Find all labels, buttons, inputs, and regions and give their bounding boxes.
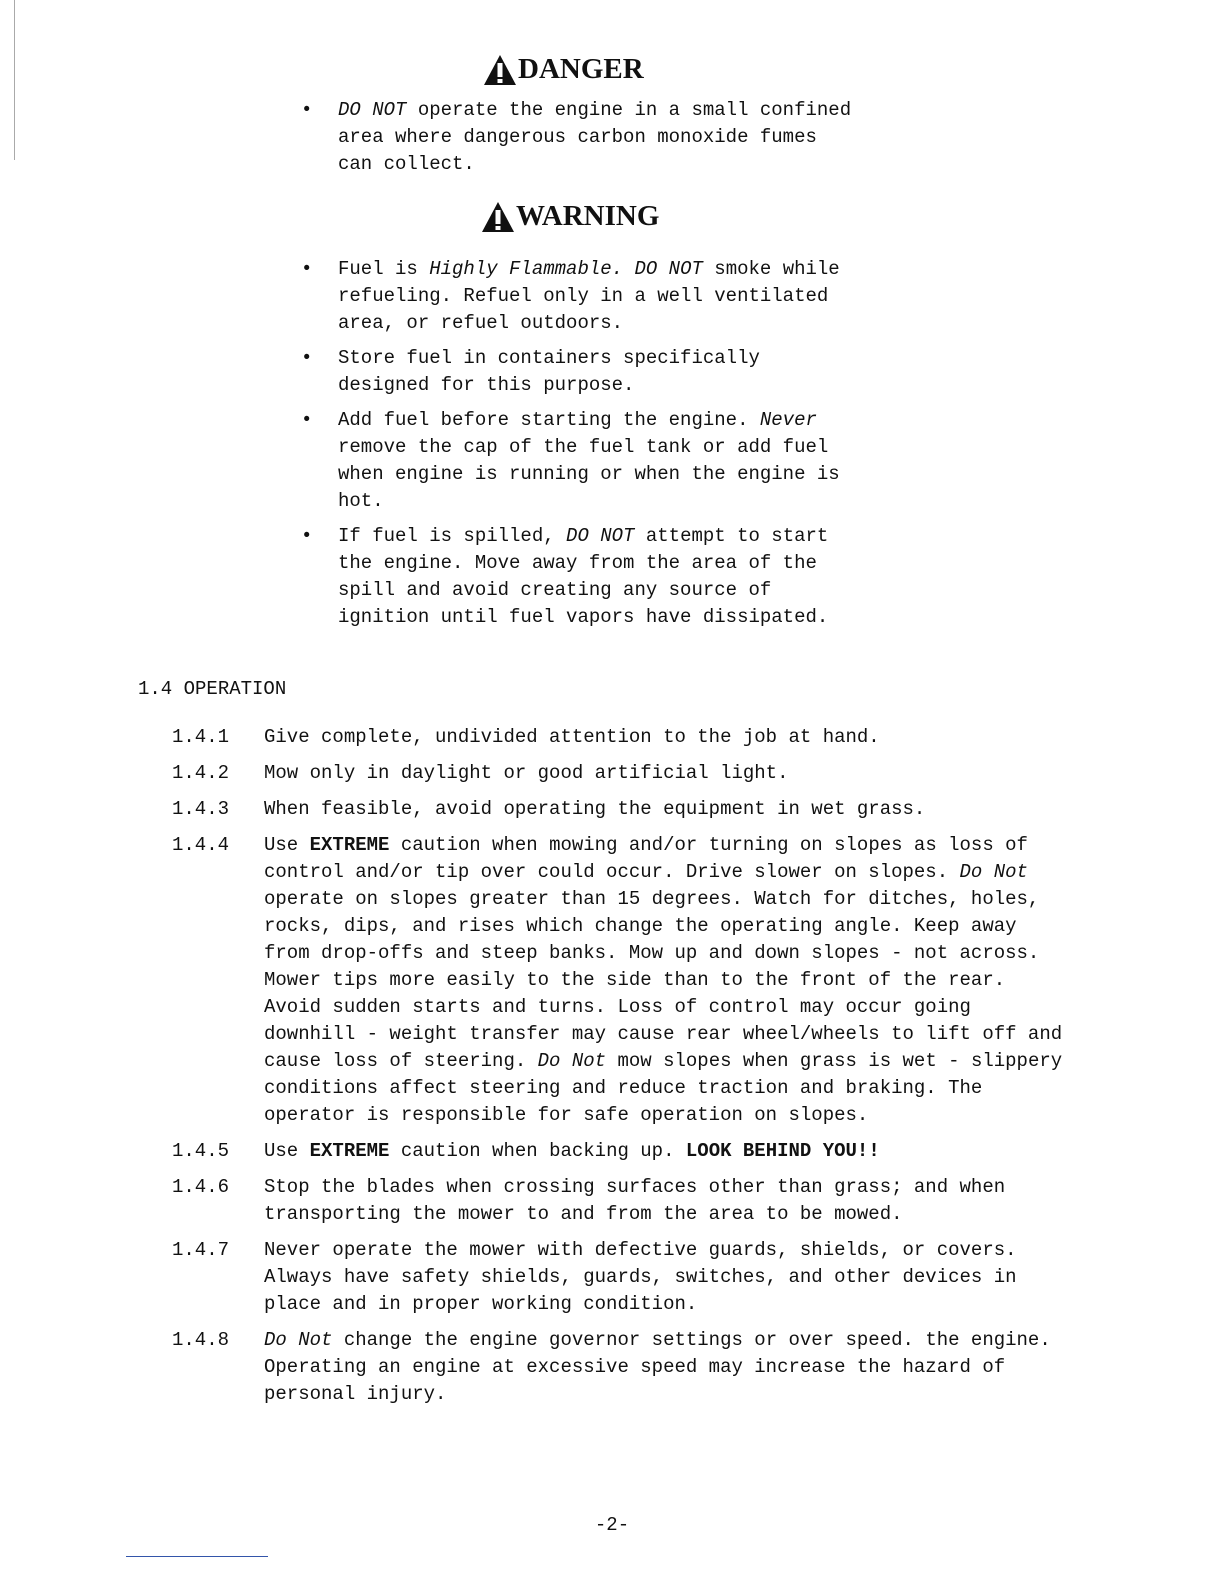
footer-rule [126, 1556, 268, 1557]
section-title: 1.4 OPERATION [138, 678, 287, 700]
list-item: 1.4.5 Use EXTREME caution when backing up. LOOK BEHIND YOU!! [172, 1140, 880, 1162]
warning-triangle-icon [481, 201, 515, 233]
warning-title: WARNING [516, 200, 660, 232]
operation-list [172, 724, 1072, 1417]
warning-heading [481, 200, 659, 233]
list-item: 1.4.2 Mow only in daylight or good artificial light. [172, 762, 789, 784]
danger-bullet: • DO NOT operate the engine in a small confined area where dangerous carbon monoxide fumes can collect. [300, 97, 860, 178]
list-item: 1.4.7 Never operate the mower with defective guards, shields, or covers. Always have safety shields, guards, switches, and other devices in place and in proper working condition. [172, 1239, 1017, 1315]
list-item: 1.4.1 Give complete, undivided attention to the job at hand. [172, 726, 880, 748]
warning-bullet: • Add fuel before starting the engine. Never remove the cap of the fuel tank or add fuel when engine is running or when the engine is hot. [300, 407, 860, 515]
scan-edge-line [14, 0, 15, 160]
list-item: 1.4.8 Do Not change the engine governor settings or over speed. the engine. Operating an engine at excessive speed may increase the hazard of personal injury. [172, 1329, 1051, 1405]
list-item: 1.4.6 Stop the blades when crossing surfaces other than grass; and when transporting the mower to and from the area to be mowed. [172, 1176, 1006, 1225]
list-item: 1.4.4 Use EXTREME caution when mowing and/or turning on slopes as loss of control and/or tip over could occur. Drive slower on slopes. Do Not operate on slopes greater than 15 degrees. Watch for ditches, holes, rocks, dips, and rises which change the operating angle. Keep away from drop-offs and steep banks. Mow up and down slopes - not across. Mower tips more easily to the side than to the front of the rear. Avoid sudden starts and turns. Loss of control may occur going downhill - weight transfer may cause rear wheel/wheels to lift off and cause loss of steering. Do Not mow slopes when grass is wet - slippery conditions affect steering and reduce traction and braking. The operator is responsible for safe operation on slopes. [172, 834, 1063, 1126]
warning-bullet: • If fuel is spilled, DO NOT attempt to start the engine. Move away from the area of the spill and avoid creating any source of ignition until fuel vapors have dissipated. [300, 523, 860, 631]
danger-list [300, 97, 860, 186]
warning-triangle-icon [483, 54, 517, 86]
warning-list [300, 256, 860, 639]
danger-title: DANGER [518, 53, 644, 85]
danger-heading [483, 53, 644, 86]
warning-bullet: • Store fuel in containers specifically designed for this purpose. [300, 345, 860, 399]
warning-bullet: • Fuel is Highly Flammable. DO NOT smoke while refueling. Refuel only in a well ventilated area, or refuel outdoors. [300, 256, 860, 337]
page-number: -2- [594, 1514, 630, 1536]
list-item: 1.4.3 When feasible, avoid operating the equipment in wet grass. [172, 798, 926, 820]
